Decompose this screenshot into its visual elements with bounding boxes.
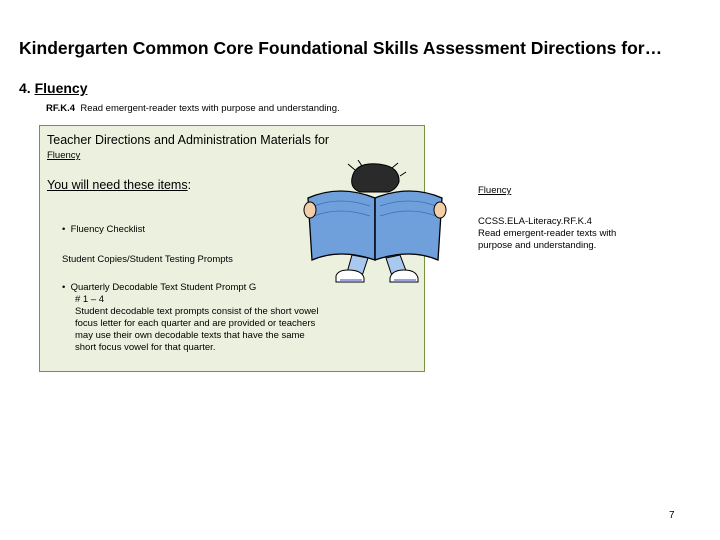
standard-code: RF.K.4 — [46, 103, 76, 114]
page-title: Kindergarten Common Core Foundational Skills Assessment Directions for… — [19, 38, 663, 58]
bullet-icon: • — [62, 282, 66, 293]
section-title: Fluency — [34, 80, 88, 96]
hair-shape — [352, 164, 399, 192]
quarterly-line: short focus vowel for that quarter. — [75, 342, 216, 353]
quarterly-line: Student decodable text prompts consist of the short vowel — [75, 306, 319, 317]
right-hand — [434, 202, 446, 218]
standard-text: Read emergent-reader texts with purpose and understanding. — [80, 103, 340, 114]
items-needed-heading — [47, 178, 191, 192]
bullet-icon: • — [62, 224, 66, 235]
items-needed-label: You will need these items — [47, 178, 188, 192]
item-student-copies: Student Copies/Student Testing Prompts — [62, 254, 233, 265]
standard-line — [46, 103, 340, 114]
side-fluency-label: Fluency — [478, 185, 512, 196]
checklist-label: Fluency Checklist — [70, 224, 146, 235]
quarterly-line: focus letter for each quarter and are provided or teachers — [75, 318, 316, 329]
item-checklist — [62, 224, 145, 235]
left-hand — [304, 202, 316, 218]
items-needed-colon: : — [187, 178, 192, 192]
box-subheader: Fluency — [47, 150, 81, 161]
item-quarterly-text — [62, 282, 362, 354]
quarterly-line: may use their own decodable texts that have the same — [75, 330, 305, 341]
quarterly-title: Quarterly Decodable Text Student Prompt G — [70, 282, 257, 293]
quarterly-line: # 1 – 4 — [75, 294, 105, 305]
child-reading-book-illustration — [300, 160, 450, 285]
box-header: Teacher Directions and Administration Materials for — [47, 133, 330, 147]
section-heading — [19, 80, 87, 96]
side-standard-line: Read emergent-reader texts with — [478, 228, 617, 239]
section-number: 4. — [19, 80, 31, 96]
side-standard — [478, 216, 678, 252]
side-standard-code: CCSS.ELA-Literacy.RF.K.4 — [478, 216, 592, 227]
side-standard-line: purpose and understanding. — [478, 240, 597, 251]
page-number: 7 — [669, 510, 675, 521]
